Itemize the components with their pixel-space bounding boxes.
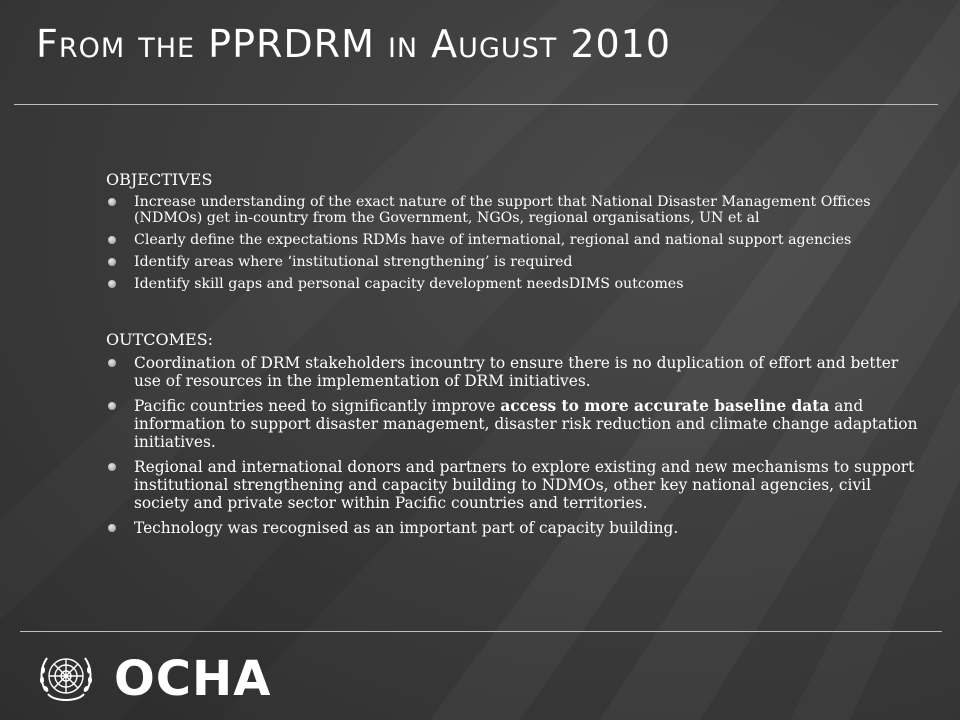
ocha-logo xyxy=(36,650,286,706)
bullet-icon xyxy=(108,524,116,532)
objective-text: Clearly define the expectations RDMs have of international, regional and national support agencies xyxy=(134,232,852,248)
outcome-text-before: Pacific countries need to significantly improve xyxy=(134,397,501,415)
outcomes-list xyxy=(106,354,926,537)
objectives-heading: OBJECTIVES xyxy=(106,170,213,189)
outcome-item xyxy=(106,397,926,451)
objective-item xyxy=(106,276,926,292)
objective-text: Increase understanding of the exact nature of the support that National Disaster Management Offices (NDMOs) get in-country from the Government, NGOs, regional organisations, UN et al xyxy=(134,194,871,226)
objective-item xyxy=(106,232,926,248)
outcome-item xyxy=(106,519,926,537)
outcome-text: Coordination of DRM stakeholders incountry to ensure there is no duplication of effort and better use of resources in the implementation of DRM initiatives. xyxy=(134,354,899,390)
bullet-icon xyxy=(108,280,116,288)
bullet-icon xyxy=(108,236,116,244)
slide-content xyxy=(106,170,926,544)
footer-divider xyxy=(20,631,942,632)
objective-text: Identify skill gaps and personal capacity development needsDIMS outcomes xyxy=(134,276,684,292)
logo-text: OCHA xyxy=(114,651,272,707)
bullet-icon xyxy=(108,198,116,206)
bullet-icon xyxy=(108,359,116,367)
objectives-list xyxy=(106,194,926,292)
bullet-icon xyxy=(108,402,116,410)
outcome-text: Regional and international donors and partners to explore existing and new mechanisms to support institutional strengthening and capacity building to NDMOs, other key national agencies, civil society and private sector within Pacific countries and territories. xyxy=(134,458,915,512)
objective-item xyxy=(106,254,926,270)
outcome-text: Technology was recognised as an important part of capacity building. xyxy=(134,519,679,537)
bullet-icon xyxy=(108,258,116,266)
outcome-text-emphasis: access to more accurate baseline data xyxy=(500,397,830,415)
outcome-text-after: and information to support disaster management, disaster risk reduction and climate change adaptation initiatives. xyxy=(134,397,918,451)
outcome-item xyxy=(106,458,926,512)
objective-text: Identify areas where ‘institutional strengthening’ is required xyxy=(134,254,573,270)
un-emblem-icon xyxy=(36,650,96,706)
slide-title: From the PPRDRM in August 2010 xyxy=(36,22,672,66)
outcomes-heading: OUTCOMES: xyxy=(106,330,214,349)
objective-item xyxy=(106,194,926,226)
bullet-icon xyxy=(108,463,116,471)
title-divider xyxy=(14,104,938,105)
outcome-item xyxy=(106,354,926,390)
